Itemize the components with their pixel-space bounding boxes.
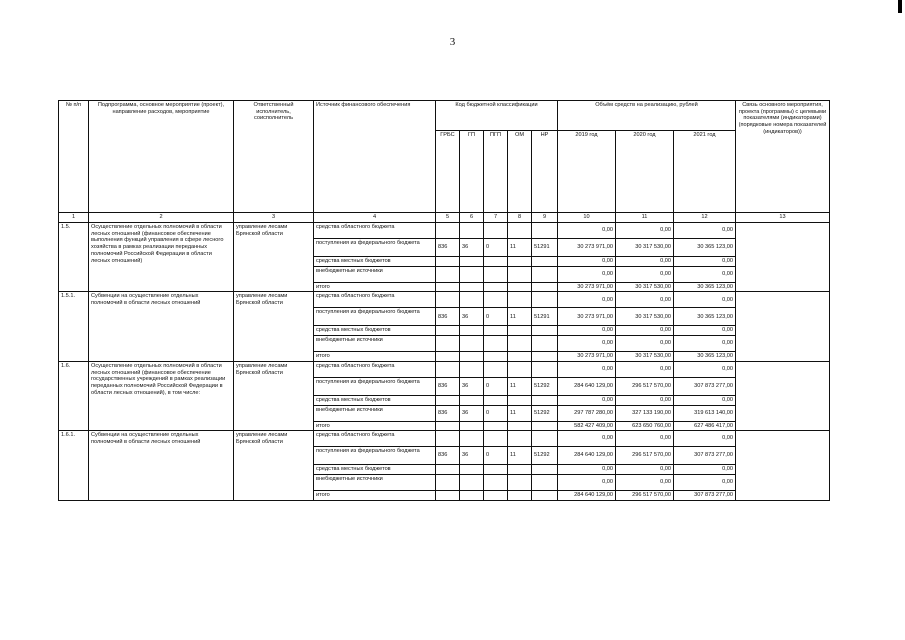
amount-2021: 0,00 (674, 292, 736, 308)
amount-2021: 627 486 417,00 (674, 421, 736, 431)
page-number: 3 (449, 36, 456, 48)
code-nr (532, 352, 558, 362)
code-pgp (484, 266, 508, 282)
code-om (508, 474, 532, 490)
code-om (508, 223, 532, 239)
code-grbs: 836 (436, 377, 460, 395)
code-gp (460, 490, 484, 500)
funding-source: средства областного бюджета (314, 361, 436, 377)
amount-2019: 0,00 (558, 326, 616, 336)
amount-2019: 284 640 129,00 (558, 447, 616, 465)
header-gp: ГП (460, 131, 484, 213)
code-nr: 51292 (532, 377, 558, 395)
code-pgp (484, 395, 508, 405)
amount-2020: 30 317 530,00 (616, 352, 674, 362)
code-grbs (436, 292, 460, 308)
amount-2020: 30 317 530,00 (616, 282, 674, 292)
indicator-link (736, 361, 830, 430)
amount-2020: 0,00 (616, 292, 674, 308)
code-grbs (436, 266, 460, 282)
column-number: 1 (59, 213, 89, 223)
code-gp (460, 223, 484, 239)
code-om (508, 395, 532, 405)
code-gp: 36 (460, 239, 484, 257)
code-gp (460, 361, 484, 377)
funding-source: средства местных бюджетов (314, 257, 436, 267)
code-om (508, 257, 532, 267)
column-number: 7 (484, 213, 508, 223)
amount-2020: 0,00 (616, 223, 674, 239)
amount-2021: 307 873 277,00 (674, 377, 736, 395)
code-pgp (484, 361, 508, 377)
code-om (508, 421, 532, 431)
amount-2020: 623 650 760,00 (616, 421, 674, 431)
amount-2020: 30 317 530,00 (616, 239, 674, 257)
amount-2019: 30 273 971,00 (558, 239, 616, 257)
section-responsible: управление лесами Брянской области (234, 223, 314, 292)
amount-2021: 0,00 (674, 266, 736, 282)
section-number: 1.6. (59, 361, 89, 430)
code-nr (532, 361, 558, 377)
code-gp (460, 474, 484, 490)
code-om: 11 (508, 239, 532, 257)
header-program: Подпрограмма, основное мероприятие (проект), направление расходов, мероприятие (89, 101, 234, 213)
amount-2020: 0,00 (616, 361, 674, 377)
column-number: 5 (436, 213, 460, 223)
code-nr: 51291 (532, 239, 558, 257)
header-pgp: ПГП (484, 131, 508, 213)
code-grbs: 836 (436, 447, 460, 465)
funding-source: итого (314, 421, 436, 431)
header-2019: 2019 год (558, 131, 616, 213)
code-gp: 36 (460, 405, 484, 421)
amount-2019: 0,00 (558, 361, 616, 377)
header-link: Связь основного мероприятия, проекта (программы) с целевыми показателями (индикаторами) (порядковые номера показателей (индикаторов)) (736, 101, 830, 213)
code-pgp (484, 465, 508, 475)
funding-source: средства областного бюджета (314, 292, 436, 308)
code-om (508, 292, 532, 308)
column-number: 12 (674, 213, 736, 223)
amount-2021: 0,00 (674, 395, 736, 405)
column-number: 4 (314, 213, 436, 223)
code-nr: 51292 (532, 405, 558, 421)
header-om: ОМ (508, 131, 532, 213)
header-2021: 2021 год (674, 131, 736, 213)
section-number: 1.5.1. (59, 292, 89, 361)
column-number: 2 (89, 213, 234, 223)
amount-2021: 0,00 (674, 474, 736, 490)
code-gp (460, 395, 484, 405)
funding-source: средства местных бюджетов (314, 465, 436, 475)
amount-2019: 0,00 (558, 266, 616, 282)
code-grbs (436, 465, 460, 475)
code-om (508, 282, 532, 292)
scan-edge-mark (898, 0, 902, 13)
code-om (508, 431, 532, 447)
code-pgp: 0 (484, 377, 508, 395)
amount-2021: 30 365 123,00 (674, 239, 736, 257)
amount-2021: 0,00 (674, 431, 736, 447)
section-description: Осуществление отдельных полномочий в области лесных отношений (финансовое обеспечение выполнения функций управления в сфере лесного хозяйства в рамках реализации переданных полномочий Российской Федерации в области лесных отношений) (89, 223, 234, 292)
code-om: 11 (508, 308, 532, 326)
code-pgp (484, 326, 508, 336)
code-om: 11 (508, 447, 532, 465)
amount-2021: 0,00 (674, 465, 736, 475)
funding-source: средства областного бюджета (314, 223, 436, 239)
code-om (508, 352, 532, 362)
code-grbs (436, 474, 460, 490)
amount-2020: 30 317 530,00 (616, 308, 674, 326)
funding-source: внебюджетные источники (314, 266, 436, 282)
code-grbs (436, 431, 460, 447)
funding-source: средства местных бюджетов (314, 395, 436, 405)
funding-source: итого (314, 490, 436, 500)
header-nr: НР (532, 131, 558, 213)
section-description: Осуществление отдельных полномочий в области лесных отношений (финансовое обеспечение государственных учреждений в рамках реализации переданных полномочий Российской Федерации в области лесных отношений), в том числе: (89, 361, 234, 430)
amount-2020: 0,00 (616, 431, 674, 447)
code-nr (532, 490, 558, 500)
amount-2021: 30 365 123,00 (674, 308, 736, 326)
funding-source: средства областного бюджета (314, 431, 436, 447)
amount-2019: 0,00 (558, 292, 616, 308)
amount-2021: 0,00 (674, 361, 736, 377)
code-pgp (484, 292, 508, 308)
code-gp (460, 326, 484, 336)
code-nr (532, 465, 558, 475)
code-nr: 51292 (532, 447, 558, 465)
amount-2020: 296 517 570,00 (616, 447, 674, 465)
code-grbs (436, 421, 460, 431)
code-om (508, 266, 532, 282)
section-description: Субвенции на осуществление отдельных полномочий в области лесных отношений (89, 431, 234, 500)
amount-2021: 319 613 140,00 (674, 405, 736, 421)
header-volume: Объём средств на реализацию, рублей (558, 101, 736, 131)
table-row (59, 361, 830, 377)
section-number: 1.6.1. (59, 431, 89, 500)
code-grbs: 836 (436, 405, 460, 421)
column-number-row (59, 213, 830, 223)
funding-source: поступления из федерального бюджета (314, 239, 436, 257)
amount-2020: 0,00 (616, 257, 674, 267)
code-grbs (436, 223, 460, 239)
amount-2020: 0,00 (616, 336, 674, 352)
amount-2021: 0,00 (674, 223, 736, 239)
header-2020: 2020 год (616, 131, 674, 213)
amount-2020: 0,00 (616, 395, 674, 405)
column-number: 9 (532, 213, 558, 223)
code-om (508, 326, 532, 336)
amount-2019: 284 640 129,00 (558, 490, 616, 500)
funding-source: средства местных бюджетов (314, 326, 436, 336)
table-row (59, 223, 830, 239)
code-nr (532, 474, 558, 490)
code-pgp: 0 (484, 308, 508, 326)
indicator-link (736, 292, 830, 361)
amount-2019: 0,00 (558, 257, 616, 267)
amount-2019: 30 273 971,00 (558, 308, 616, 326)
table-row (59, 292, 830, 308)
code-nr (532, 431, 558, 447)
code-om (508, 361, 532, 377)
amount-2019: 284 640 129,00 (558, 377, 616, 395)
funding-source: поступления из федерального бюджета (314, 377, 436, 395)
funding-source: внебюджетные источники (314, 405, 436, 421)
amount-2019: 0,00 (558, 431, 616, 447)
code-grbs (436, 326, 460, 336)
code-pgp (484, 257, 508, 267)
amount-2021: 307 873 277,00 (674, 447, 736, 465)
header-num: № п/п (59, 101, 89, 213)
section-responsible: управление лесами Брянской области (234, 292, 314, 361)
amount-2020: 296 517 570,00 (616, 490, 674, 500)
code-om (508, 465, 532, 475)
amount-2021: 0,00 (674, 257, 736, 267)
amount-2021: 0,00 (674, 336, 736, 352)
column-number: 11 (616, 213, 674, 223)
indicator-link (736, 223, 830, 292)
header-budget-code: Код бюджетной классификации (436, 101, 558, 131)
code-grbs (436, 361, 460, 377)
amount-2019: 0,00 (558, 336, 616, 352)
table-row (59, 431, 830, 447)
code-pgp (484, 352, 508, 362)
code-gp (460, 352, 484, 362)
amount-2020: 0,00 (616, 465, 674, 475)
code-om (508, 490, 532, 500)
code-nr (532, 282, 558, 292)
amount-2019: 0,00 (558, 395, 616, 405)
code-grbs (436, 352, 460, 362)
code-gp: 36 (460, 308, 484, 326)
code-nr (532, 326, 558, 336)
code-grbs (436, 282, 460, 292)
code-gp (460, 465, 484, 475)
funding-source: итого (314, 352, 436, 362)
funding-source: поступления из федерального бюджета (314, 308, 436, 326)
code-om (508, 336, 532, 352)
amount-2021: 30 365 123,00 (674, 282, 736, 292)
code-nr: 51291 (532, 308, 558, 326)
code-nr (532, 266, 558, 282)
section-number: 1.5. (59, 223, 89, 292)
funding-source: итого (314, 282, 436, 292)
funding-source: поступления из федерального бюджета (314, 447, 436, 465)
code-nr (532, 395, 558, 405)
funding-source: внебюджетные источники (314, 474, 436, 490)
code-grbs (436, 257, 460, 267)
code-pgp: 0 (484, 447, 508, 465)
column-number: 6 (460, 213, 484, 223)
code-pgp: 0 (484, 405, 508, 421)
section-responsible: управление лесами Брянской области (234, 431, 314, 500)
code-gp: 36 (460, 447, 484, 465)
column-number: 8 (508, 213, 532, 223)
code-nr (532, 257, 558, 267)
amount-2019: 297 787 280,00 (558, 405, 616, 421)
indicator-link (736, 431, 830, 500)
amount-2019: 30 273 971,00 (558, 352, 616, 362)
code-gp (460, 336, 484, 352)
amount-2020: 0,00 (616, 326, 674, 336)
code-pgp (484, 223, 508, 239)
code-grbs (436, 336, 460, 352)
code-gp (460, 266, 484, 282)
code-pgp: 0 (484, 239, 508, 257)
header-responsible: Ответственный исполнитель, соисполнитель (234, 101, 314, 213)
code-gp (460, 282, 484, 292)
funding-source: внебюджетные источники (314, 336, 436, 352)
amount-2019: 30 273 971,00 (558, 282, 616, 292)
code-gp (460, 257, 484, 267)
section-responsible: управление лесами Брянской области (234, 361, 314, 430)
code-gp (460, 431, 484, 447)
code-grbs: 836 (436, 239, 460, 257)
amount-2021: 307 873 277,00 (674, 490, 736, 500)
header-source: Источник финансового обеспечения (314, 101, 436, 213)
code-nr (532, 292, 558, 308)
code-gp (460, 421, 484, 431)
code-pgp (484, 431, 508, 447)
amount-2020: 0,00 (616, 266, 674, 282)
amount-2020: 327 133 190,00 (616, 405, 674, 421)
code-pgp (484, 490, 508, 500)
column-number: 13 (736, 213, 830, 223)
budget-table (58, 100, 830, 501)
amount-2019: 0,00 (558, 223, 616, 239)
section-description: Субвенции на осуществление отдельных полномочий в области лесных отношений (89, 292, 234, 361)
amount-2019: 0,00 (558, 465, 616, 475)
code-grbs: 836 (436, 308, 460, 326)
code-nr (532, 421, 558, 431)
amount-2019: 582 427 409,00 (558, 421, 616, 431)
amount-2020: 0,00 (616, 474, 674, 490)
code-nr (532, 336, 558, 352)
amount-2019: 0,00 (558, 474, 616, 490)
header-grbs: ГРБС (436, 131, 460, 213)
amount-2021: 30 365 123,00 (674, 352, 736, 362)
code-pgp (484, 336, 508, 352)
amount-2020: 296 517 570,00 (616, 377, 674, 395)
code-om: 11 (508, 405, 532, 421)
code-om: 11 (508, 377, 532, 395)
column-number: 3 (234, 213, 314, 223)
code-gp: 36 (460, 377, 484, 395)
column-number: 10 (558, 213, 616, 223)
code-pgp (484, 282, 508, 292)
code-pgp (484, 421, 508, 431)
code-pgp (484, 474, 508, 490)
amount-2021: 0,00 (674, 326, 736, 336)
code-grbs (436, 395, 460, 405)
code-gp (460, 292, 484, 308)
code-nr (532, 223, 558, 239)
code-grbs (436, 490, 460, 500)
